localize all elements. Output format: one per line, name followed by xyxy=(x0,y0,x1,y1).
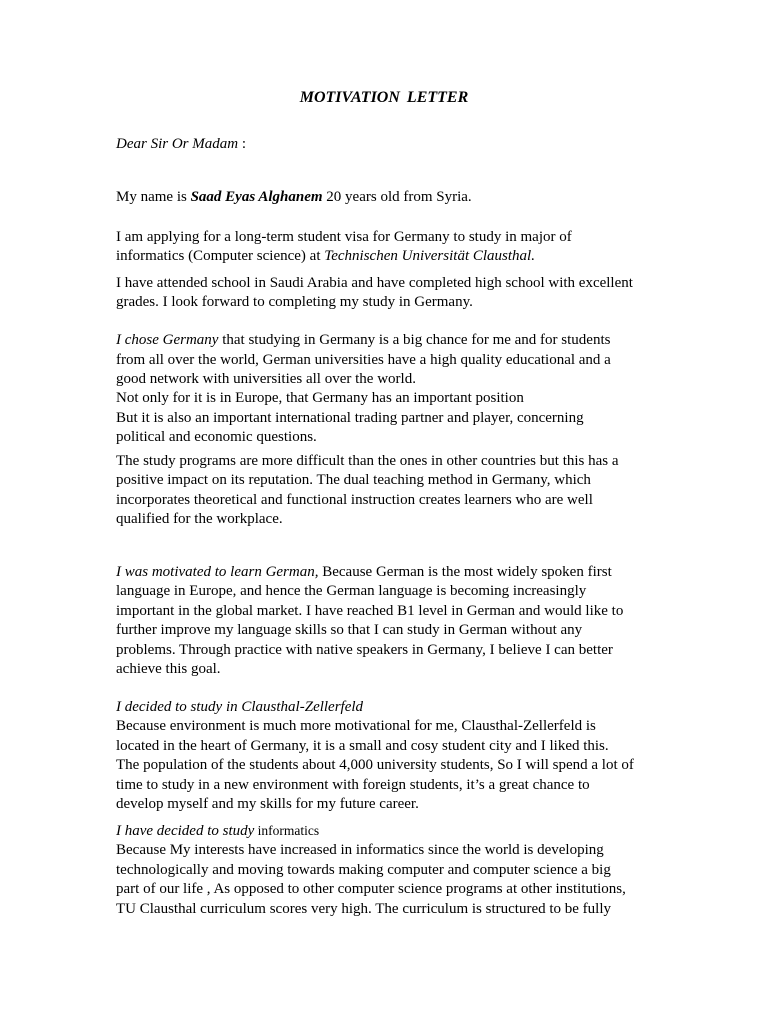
intro-line xyxy=(116,188,472,207)
paragraph-text: that studying in Germany is a big chance for me and for students xyxy=(218,332,611,348)
paragraph-line: TU Clausthal curriculum scores very high. The curriculum is structured to be fully xyxy=(116,901,612,917)
university-name: Technischen Universität Clausthal. xyxy=(324,248,535,264)
letter-title: MOTIVATION LETTER xyxy=(299,89,469,106)
paragraph-line: Because environment is much more motivational for me, Clausthal-Zellerfeld is xyxy=(116,718,596,734)
paragraph-line: qualified for the workplace. xyxy=(116,511,283,527)
visa-text: informatics (Computer science) at xyxy=(116,248,325,264)
paragraph-lead: I have decided to study xyxy=(116,823,255,839)
paragraph-line: time to study in a new environment with foreign students, it’s a great chance to xyxy=(116,777,590,793)
paragraph-line: The study programs are more difficult than the ones in other countries but this has a xyxy=(116,453,619,469)
paragraph-line: achieve this goal. xyxy=(116,661,221,677)
paragraph-line: language in Europe, and hence the German language is becoming increasingly xyxy=(116,583,587,599)
author-name: Saad Eyas Alghanem xyxy=(190,189,323,205)
paragraph-line: I have attended school in Saudi Arabia and have completed high school with excellent xyxy=(116,275,633,291)
paragraph-line: important in the global market. I have reached B1 level in German and would like to xyxy=(116,603,624,619)
paragraph-line xyxy=(116,331,610,350)
paragraph-heading xyxy=(116,821,319,841)
paragraph-line: positive impact on its reputation. The dual teaching method in Germany, which xyxy=(116,472,591,488)
paragraph-line: technologically and moving towards making computer and computer science a big xyxy=(116,862,611,878)
intro-post: 20 years old from Syria. xyxy=(322,189,472,205)
paragraph-lead: I was motivated to learn German, xyxy=(116,564,319,580)
intro-pre: My name is xyxy=(116,189,191,205)
paragraph-line: part of our life , As opposed to other computer science programs at other institutions, xyxy=(116,881,626,897)
salutation-text: Dear Sir Or Madam xyxy=(116,136,239,152)
salutation xyxy=(116,135,246,154)
paragraph-text: Because German is the most widely spoken first xyxy=(318,564,612,580)
paragraph-line: political and economic questions. xyxy=(116,429,317,445)
paragraph-lead: I chose Germany xyxy=(116,332,219,348)
paragraph-line: located in the heart of Germany, it is a small and cosy student city and I liked this. xyxy=(116,738,609,754)
salutation-colon: : xyxy=(238,136,247,152)
paragraph-line: problems. Through practice with native speakers in Germany, I believe I can better xyxy=(116,642,613,658)
paragraph-line xyxy=(116,563,612,582)
paragraph-heading: I decided to study in Clausthal-Zellerfeld xyxy=(116,699,364,715)
paragraph-line: from all over the world, German universities have a high quality educational and a xyxy=(116,352,611,368)
paragraph-line: further improve my language skills so that I can study in German without any xyxy=(116,622,583,638)
paragraph-line: Because My interests have increased in informatics since the world is developing xyxy=(116,842,604,858)
paragraph-line: But it is also an important international trading partner and player, concerning xyxy=(116,410,584,426)
paragraph-line: good network with universities all over the world. xyxy=(116,371,416,387)
paragraph-line: The population of the students about 4,000 university students, So I will spend a lot of xyxy=(116,757,634,773)
paragraph-line: grades. I look forward to completing my study in Germany. xyxy=(116,294,473,310)
paragraph-line: I am applying for a long-term student visa for Germany to study in major of xyxy=(116,229,572,245)
paragraph-text: informatics xyxy=(254,823,320,838)
paragraph-line: develop myself and my skills for my future career. xyxy=(116,796,419,812)
paragraph-line: Not only for it is in Europe, that Germany has an important position xyxy=(116,390,524,406)
paragraph-line xyxy=(116,247,535,266)
paragraph-line: incorporates theoretical and functional instruction creates learners who are well xyxy=(116,492,593,508)
